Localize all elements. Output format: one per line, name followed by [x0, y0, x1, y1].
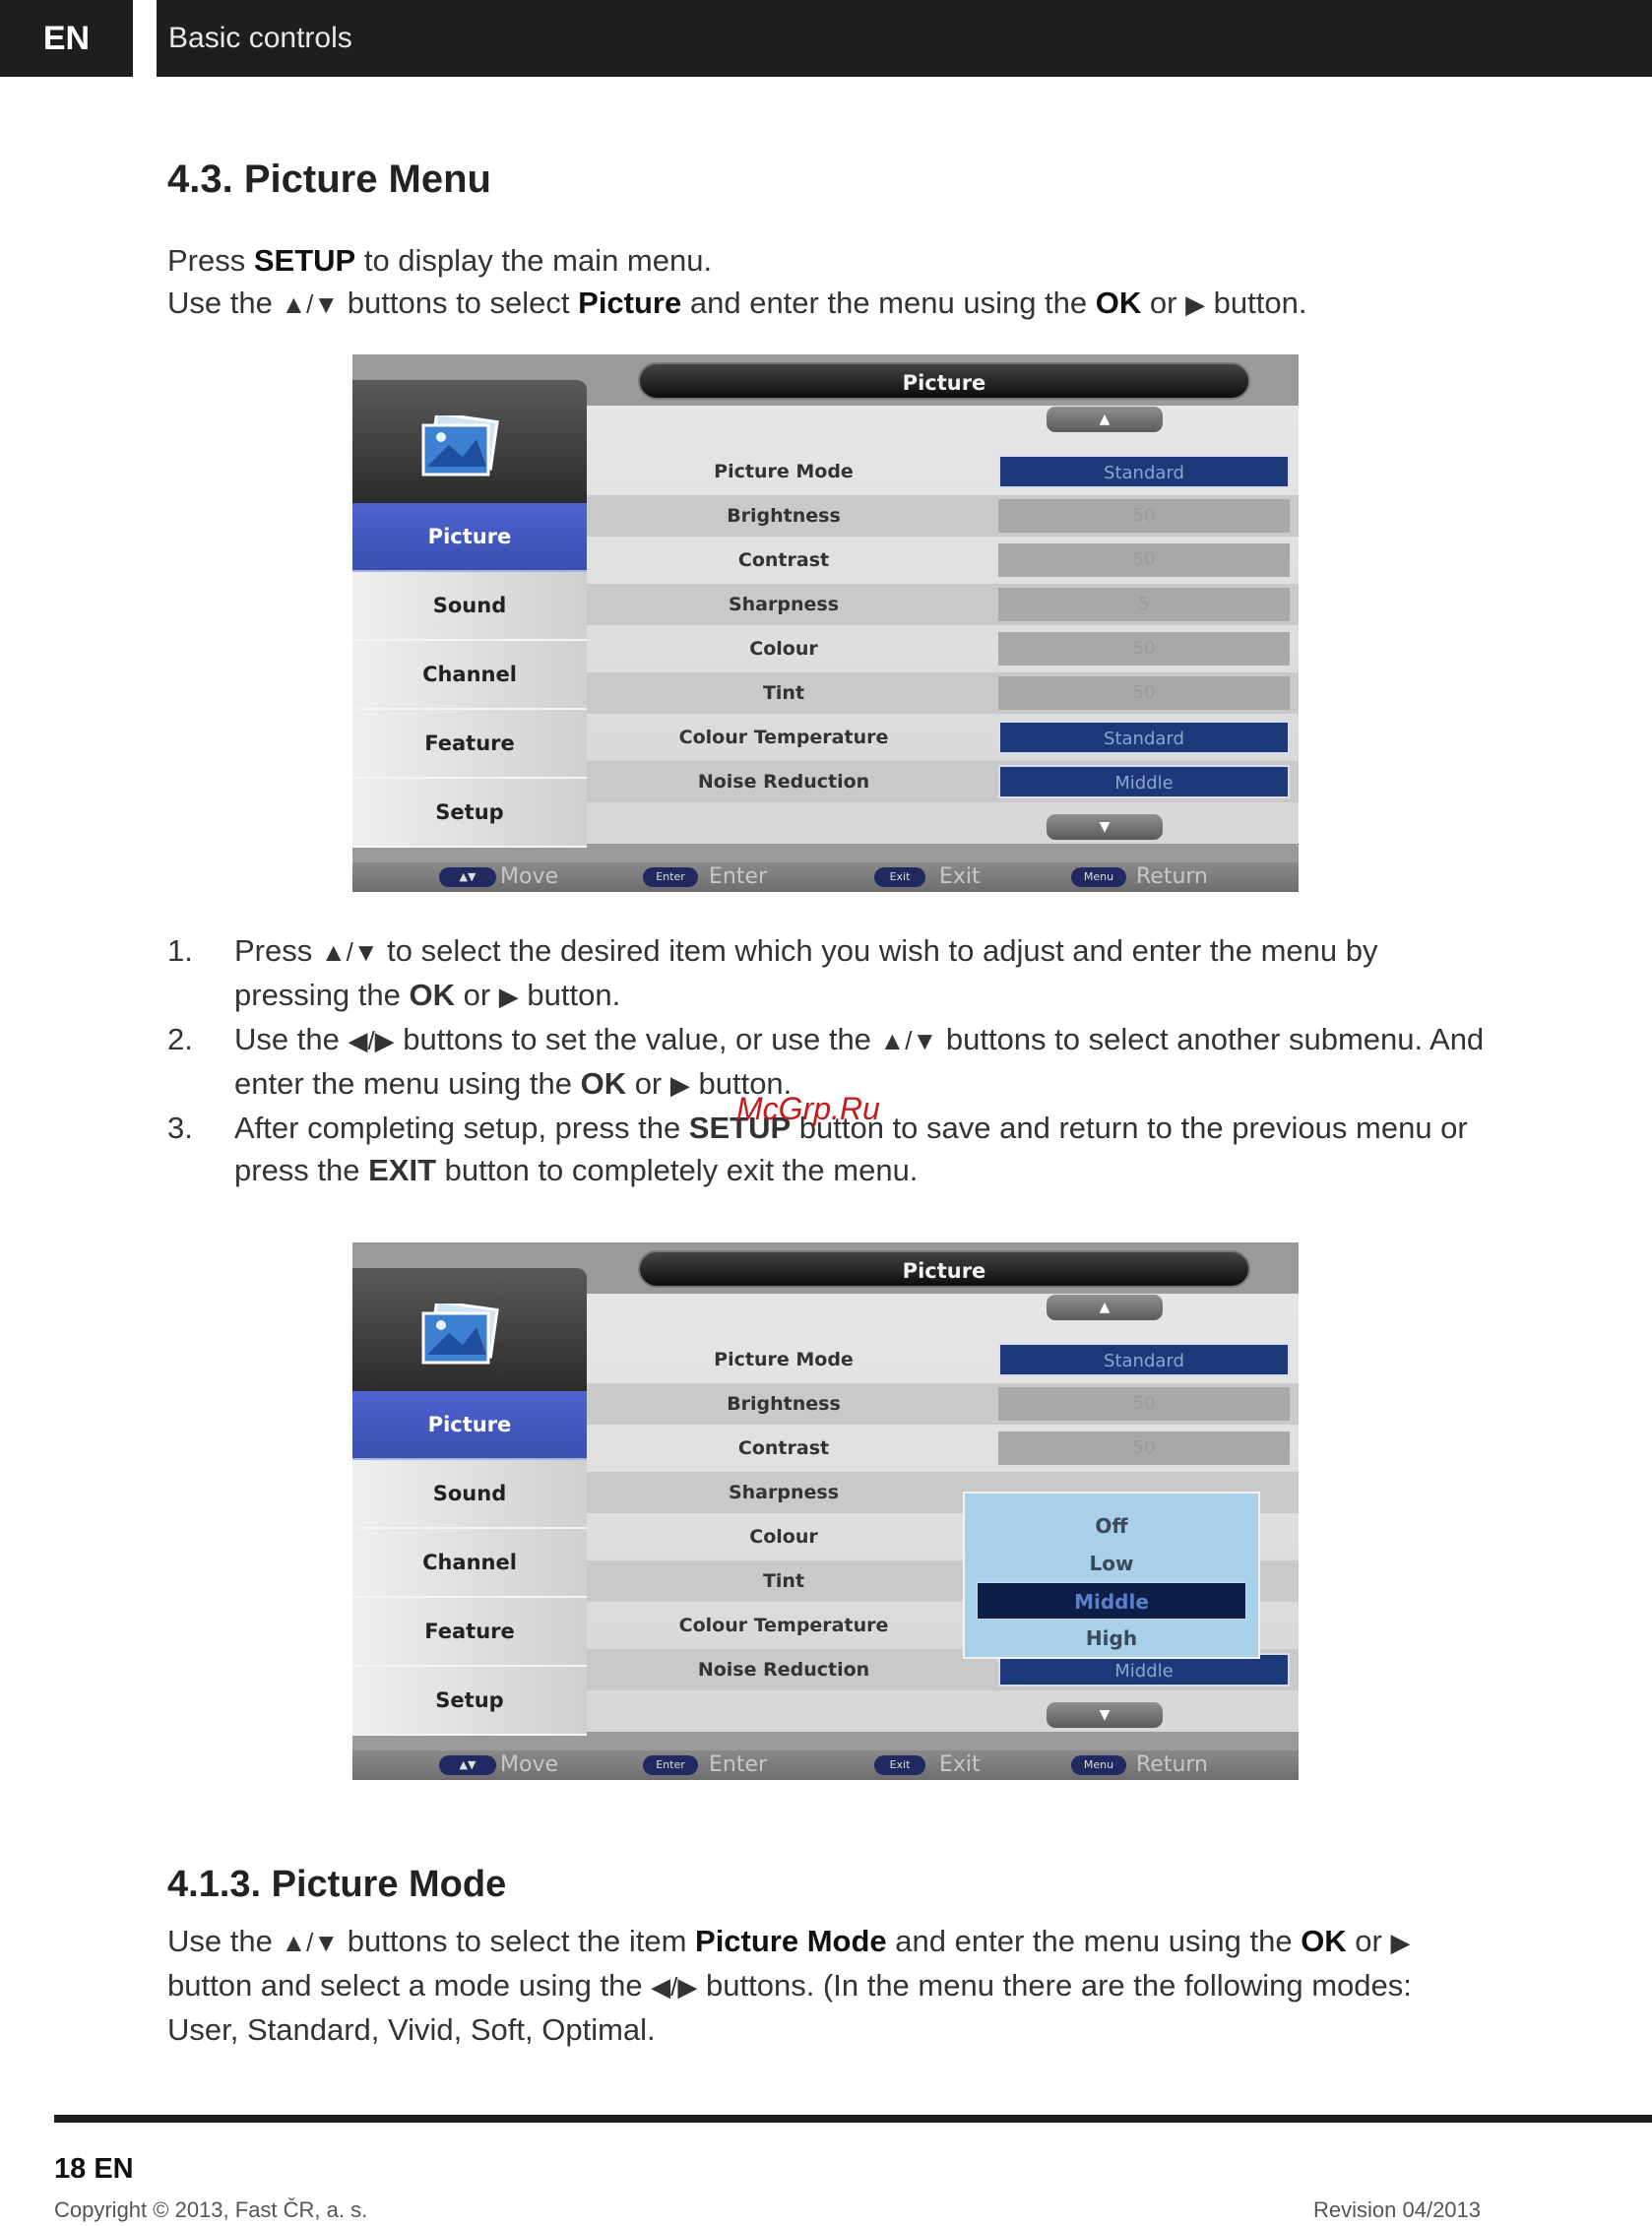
move-key-label: Move — [500, 864, 558, 889]
sidebar-item-channel[interactable]: Channel — [352, 1529, 587, 1598]
menu-row-contrast[interactable]: Contrast 50 — [587, 1428, 1299, 1469]
noise-reduction-dropdown — [963, 1492, 1260, 1659]
scroll-down-button[interactable]: ▼ — [1047, 1702, 1163, 1728]
dropdown-option-middle[interactable]: Middle — [977, 1582, 1246, 1620]
picture-icon — [419, 1304, 502, 1367]
exit-key-badge: Exit — [874, 867, 925, 887]
enter-key-badge: Enter — [643, 867, 698, 887]
move-key-label: Move — [500, 1752, 558, 1777]
sidebar-item-picture[interactable]: Picture — [352, 503, 587, 572]
intro-line-1: Press SETUP to display the main menu. — [167, 243, 713, 278]
watermark: McGrp.Ru — [736, 1091, 880, 1126]
instruction-steps — [167, 929, 1487, 1191]
sidebar-item-sound[interactable]: Sound — [352, 572, 587, 641]
step-2: 2. Use the ◀/▶ buttons to set the value, or use the ▲/▼ buttons to select another submenu. And enter the menu using the OK or ▶ button. — [167, 1022, 1485, 1101]
scroll-down-button[interactable]: ▼ — [1047, 814, 1163, 840]
exit-key-badge: Exit — [874, 1755, 925, 1775]
menu-sidebar — [352, 380, 587, 862]
sidebar-header — [352, 1268, 587, 1391]
footer-divider — [54, 2115, 1652, 2123]
menu-row-colour-temperature[interactable]: Colour Temperature — [587, 1605, 1299, 1646]
menu-row-brightness[interactable]: Brightness 50 — [587, 495, 1299, 537]
menu-row-noise-reduction[interactable]: Noise Reduction Middle — [587, 1649, 1299, 1690]
picture-menu-screenshot-2 — [352, 1242, 1299, 1780]
revision: Revision 04/2013 — [1313, 2197, 1482, 2222]
menu-footer — [352, 862, 1299, 892]
sidebar-item-picture[interactable]: Picture — [352, 1391, 587, 1460]
menu-key-badge: Menu — [1071, 867, 1126, 887]
menu-row-sharpness[interactable]: Sharpness — [587, 1472, 1299, 1513]
picture-menu-screenshot-1 — [352, 354, 1299, 892]
sidebar-item-setup[interactable]: Setup — [352, 1667, 587, 1736]
menu-row-tint[interactable]: Tint 50 — [587, 672, 1299, 714]
move-key-badge: ▲▼ — [439, 867, 496, 887]
enter-key-label: Enter — [709, 864, 768, 889]
menu-row-picture-mode[interactable]: Picture Mode Standard — [587, 1339, 1299, 1380]
return-key-label: Return — [1136, 864, 1209, 889]
dropdown-option-off[interactable]: Off — [1095, 1514, 1128, 1538]
menu-row-contrast[interactable]: Contrast 50 — [587, 540, 1299, 581]
menu-title: Picture — [638, 1250, 1250, 1288]
menu-row-picture-mode[interactable]: Picture Mode Standard — [587, 451, 1299, 492]
menu-title: Picture — [638, 362, 1250, 400]
menu-row-tint[interactable]: Tint — [587, 1560, 1299, 1602]
menu-row-sharpness[interactable]: Sharpness 5 — [587, 584, 1299, 625]
picture-mode-paragraph: Use the ▲/▼ buttons to select the item Picture Mode and enter the menu using the OK or ▶ button and select a mode using the ◀/▶ buttons. (In the menu there are the following modes: User, Standard, Vivid, Soft, Optimal. — [167, 1924, 1412, 2047]
menu-footer — [352, 1750, 1299, 1780]
language-tab: EN — [0, 0, 133, 77]
picture-icon — [419, 415, 502, 478]
sidebar-item-feature[interactable]: Feature — [352, 1598, 587, 1667]
dropdown-option-low[interactable]: Low — [1089, 1552, 1134, 1575]
sidebar-header — [352, 380, 587, 503]
move-key-badge: ▲▼ — [439, 1755, 496, 1775]
sidebar-item-setup[interactable]: Setup — [352, 779, 587, 848]
step-3: 3. After completing setup, press the SETUP button to save and return to the previous menu or press the EXIT button to completely exit the menu. — [167, 1111, 1468, 1187]
dropdown-option-high[interactable]: High — [1085, 1626, 1138, 1650]
exit-key-label: Exit — [939, 1752, 981, 1777]
exit-key-label: Exit — [939, 864, 981, 889]
page-number: 18 EN — [54, 2153, 134, 2185]
menu-row-brightness[interactable]: Brightness 50 — [587, 1383, 1299, 1425]
intro-paragraph — [167, 239, 1306, 326]
section-title: 4.3. Picture Menu — [167, 158, 491, 201]
return-key-label: Return — [1136, 1752, 1209, 1777]
sidebar-item-sound[interactable]: Sound — [352, 1460, 587, 1529]
step-1: 1. Press ▲/▼ to select the desired item which you wish to adjust and enter the menu by pressing the OK or ▶ button. — [167, 933, 1378, 1012]
menu-row-colour[interactable]: Colour — [587, 1516, 1299, 1558]
scroll-up-button[interactable]: ▲ — [1047, 407, 1163, 432]
scroll-up-button[interactable]: ▲ — [1047, 1295, 1163, 1320]
enter-key-badge: Enter — [643, 1755, 698, 1775]
menu-row-colour[interactable]: Colour 50 — [587, 628, 1299, 669]
enter-key-label: Enter — [709, 1752, 768, 1777]
subsection-title: 4.1.3. Picture Mode — [167, 1864, 507, 1905]
copyright: Copyright © 2013, Fast ČR, a. s. — [54, 2197, 368, 2222]
section-name: Basic controls — [168, 22, 352, 54]
menu-row-noise-reduction[interactable]: Noise Reduction Middle — [587, 761, 1299, 802]
intro-line-2: Use the ▲/▼ buttons to select Picture and enter the menu using the OK or ▶ button. — [167, 286, 1307, 320]
sidebar-item-channel[interactable]: Channel — [352, 641, 587, 710]
sidebar-item-feature[interactable]: Feature — [352, 710, 587, 779]
menu-key-badge: Menu — [1071, 1755, 1126, 1775]
menu-sidebar — [352, 1268, 587, 1750]
section-header — [157, 0, 1652, 77]
menu-row-colour-temperature[interactable]: Colour Temperature Standard — [587, 717, 1299, 758]
